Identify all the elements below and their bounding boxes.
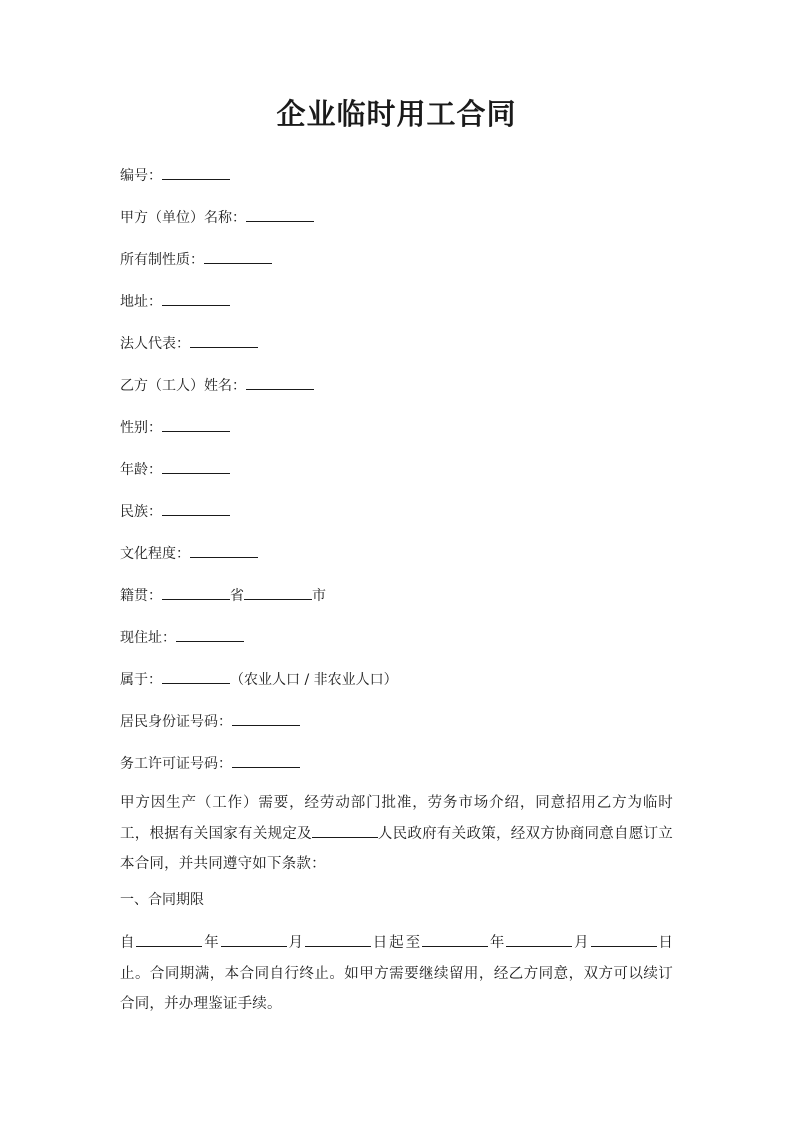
field-education-label: 文化程度： xyxy=(120,546,190,562)
term-year2: 年 xyxy=(488,935,507,951)
term-from: 自 xyxy=(120,935,137,951)
blank-line xyxy=(232,754,300,768)
blank-line xyxy=(312,824,378,838)
native-city-text: 市 xyxy=(312,588,326,604)
field-age-label: 年龄： xyxy=(120,462,162,478)
field-ownership-label: 所有制性质： xyxy=(120,252,204,268)
field-belongs-label: 属于： xyxy=(120,672,162,688)
document-title: 企业临时用工合同 xyxy=(276,97,517,131)
field-education xyxy=(120,544,258,564)
field-party-a-name xyxy=(120,208,314,228)
blank-line xyxy=(246,208,314,222)
field-party-b-name xyxy=(120,376,314,396)
field-age xyxy=(120,460,230,480)
blank-line xyxy=(136,933,202,947)
term-month: 月 xyxy=(286,935,305,951)
blank-line xyxy=(176,628,244,642)
field-party-a-name-label: 甲方（单位）名称： xyxy=(120,210,246,226)
field-residence-label: 现住址： xyxy=(120,630,176,646)
native-province-text: 省 xyxy=(230,588,244,604)
field-number-label: 编号： xyxy=(120,168,162,184)
field-ownership xyxy=(120,250,272,270)
field-number xyxy=(120,166,230,186)
blank-line xyxy=(162,292,230,306)
blank-line xyxy=(190,544,258,558)
blank-line xyxy=(162,586,230,600)
blank-line xyxy=(190,334,258,348)
blank-line xyxy=(422,933,488,947)
blank-line xyxy=(162,460,230,474)
intro-text-part1: 甲方因生产（工作）需要，经劳动部门批准，劳务市场介绍，同意招用乙方为临时工，根据有关国家有关规定及 xyxy=(120,795,673,842)
term-day-from: 日起至 xyxy=(370,935,423,951)
blank-line xyxy=(506,933,572,947)
field-gender xyxy=(120,418,230,438)
blank-line xyxy=(244,586,312,600)
field-address-label: 地址： xyxy=(120,294,162,310)
blank-line xyxy=(232,712,300,726)
field-address xyxy=(120,292,230,312)
blank-line xyxy=(162,418,230,432)
blank-line xyxy=(246,376,314,390)
section-heading: 一、合同期限 xyxy=(120,892,204,908)
belongs-options-text: （农业人口 / 非农业人口） xyxy=(230,672,398,688)
blank-line xyxy=(162,166,230,180)
blank-line xyxy=(162,670,230,684)
field-work-permit xyxy=(120,754,300,774)
field-belongs xyxy=(120,670,398,690)
field-work-permit-label: 务工许可证号码： xyxy=(120,756,232,772)
term-month2: 月 xyxy=(572,935,591,951)
intro-paragraph xyxy=(120,788,673,880)
field-id-number xyxy=(120,712,300,732)
field-gender-label: 性别： xyxy=(120,420,162,436)
field-party-b-name-label: 乙方（工人）姓名： xyxy=(120,378,246,394)
term-year: 年 xyxy=(202,935,221,951)
blank-line xyxy=(221,933,287,947)
field-ethnicity xyxy=(120,502,230,522)
field-native-place xyxy=(120,586,326,606)
term-paragraph xyxy=(120,928,673,1020)
field-legal-rep xyxy=(120,334,258,354)
blank-line xyxy=(305,933,371,947)
intro-text-part2: 人民政府有关政策，经双方协商同意自愿订立本合同，并共同遵守如下条款： xyxy=(120,825,673,872)
field-id-number-label: 居民身份证号码： xyxy=(120,714,232,730)
term-end-text: 日止。合同期满，本合同自行终止。如甲方需要继续留用，经乙方同意，双方可以续订合同，并办理鉴证手续。 xyxy=(120,935,674,1012)
blank-line xyxy=(591,933,657,947)
blank-line xyxy=(204,250,272,264)
field-legal-rep-label: 法人代表： xyxy=(120,336,190,352)
blank-line xyxy=(162,502,230,516)
field-ethnicity-label: 民族： xyxy=(120,504,162,520)
field-native-label: 籍贯： xyxy=(120,588,162,604)
field-residence xyxy=(120,628,244,648)
